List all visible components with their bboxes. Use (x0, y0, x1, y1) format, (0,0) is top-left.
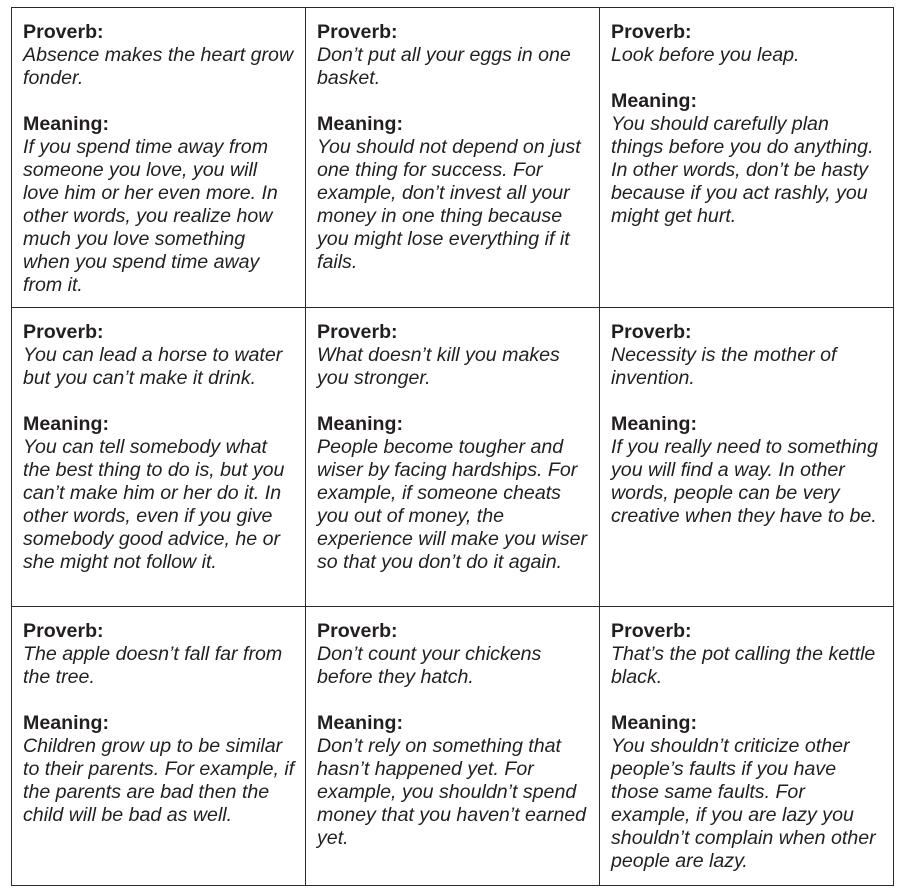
meaning-text: Children grow up to be similar to their parents. For example, if the parents are bad then the child will be bad as well. (23, 735, 295, 826)
proverb-cell (306, 8, 600, 308)
proverb-text: Don’t count your chickens before they hatch. (317, 643, 542, 688)
meaning-text: Don’t rely on something that hasn’t happened yet. For example, you shouldn’t spend money that you haven’t earned yet. (317, 735, 587, 849)
spacer (317, 689, 589, 712)
proverb-text: Don’t put all your eggs in one basket. (317, 44, 571, 89)
meaning-text: People become tougher and wiser by facing hardships. For example, if someone cheats you out of money, the experience will make you wiser so that you don’t do it again. (317, 436, 588, 573)
meaning-label: Meaning: (317, 113, 403, 135)
meaning-label: Meaning: (23, 413, 109, 435)
proverb-table (11, 7, 894, 886)
proverb-cell (600, 607, 893, 885)
proverb-label: Proverb: (23, 620, 104, 642)
proverb-text: Look before you leap. (611, 44, 800, 66)
meaning-label: Meaning: (611, 712, 697, 734)
meaning-text: If you spend time away from someone you love, you will love him or her even more. In other words, you realize how much you love something when you spend time away from it. (23, 136, 278, 296)
proverb-text: Absence makes the heart grow fonder. (23, 44, 294, 89)
spacer (317, 390, 589, 413)
proverb-label: Proverb: (611, 321, 692, 343)
proverb-label: Proverb: (23, 21, 104, 43)
meaning-label: Meaning: (611, 90, 697, 112)
spacer (317, 90, 589, 113)
proverb-cell (12, 308, 306, 607)
spacer (23, 390, 295, 413)
meaning-text: You shouldn’t criticize other people’s faults if you have those same faults. For example, if you are lazy you shouldn’t complain when other people are lazy. (611, 735, 876, 872)
meaning-text: If you really need to something you will find a way. In other words, people can be very creative when they have to be. (611, 436, 878, 527)
spacer (611, 390, 883, 413)
spacer (611, 689, 883, 712)
proverb-text: What doesn’t kill you makes you stronger. (317, 344, 560, 389)
proverb-label: Proverb: (317, 21, 398, 43)
proverb-label: Proverb: (23, 321, 104, 343)
proverb-label: Proverb: (317, 620, 398, 642)
meaning-label: Meaning: (317, 413, 403, 435)
meaning-text: You can tell somebody what the best thing to do is, but you can’t make him or her do it. In other words, even if you give somebody good advice, he or she might not follow it. (23, 436, 285, 573)
meaning-label: Meaning: (23, 113, 109, 135)
spacer (23, 90, 295, 113)
proverb-cell (600, 8, 893, 308)
proverb-text: That’s the pot calling the kettle black. (611, 643, 876, 688)
proverb-label: Proverb: (611, 21, 692, 43)
spacer (23, 689, 295, 712)
proverb-cell (12, 8, 306, 308)
proverb-text: You can lead a horse to water but you can’t make it drink. (23, 344, 283, 389)
proverb-cell (306, 308, 600, 607)
proverb-cell (306, 607, 600, 885)
proverb-label: Proverb: (317, 321, 398, 343)
meaning-label: Meaning: (317, 712, 403, 734)
proverb-label: Proverb: (611, 620, 692, 642)
proverb-cell (600, 308, 893, 607)
meaning-text: You should carefully plan things before you do anything. In other words, don’t be hasty because if you act rashly, you might get hurt. (611, 113, 874, 227)
proverb-cell (12, 607, 306, 885)
proverb-text: The apple doesn’t fall far from the tree. (23, 643, 283, 688)
spacer (611, 67, 883, 90)
meaning-label: Meaning: (611, 413, 697, 435)
meaning-label: Meaning: (23, 712, 109, 734)
meaning-text: You should not depend on just one thing for success. For example, don’t invest all your money in one thing because you might lose everything if it fails. (317, 136, 581, 273)
proverb-text: Necessity is the mother of invention. (611, 344, 837, 389)
